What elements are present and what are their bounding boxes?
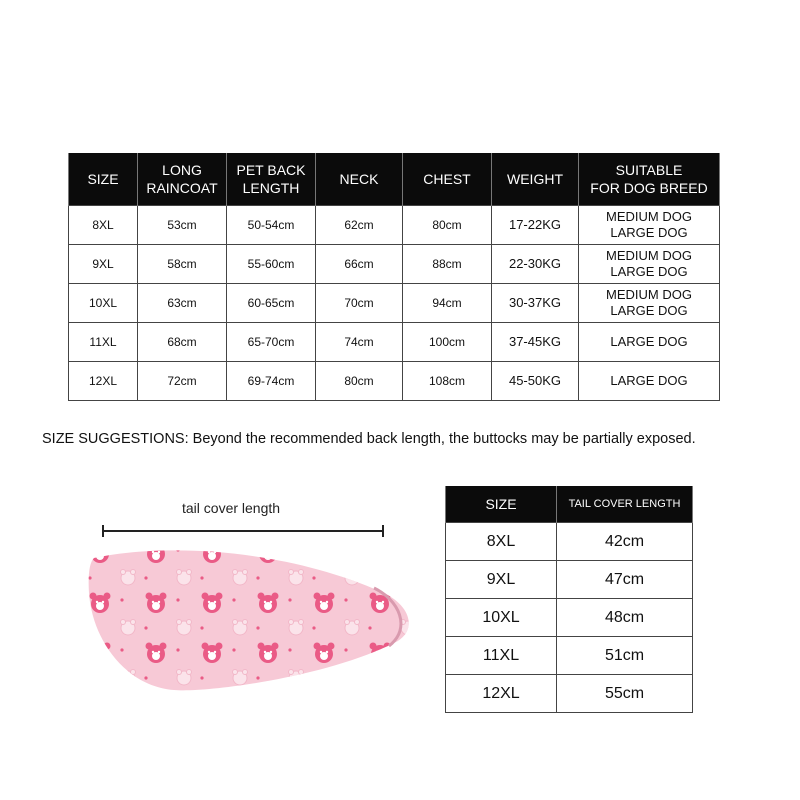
cell-long-raincoat: 53cm [138,206,227,245]
cell-chest: 108cm [403,362,492,401]
cell-size: 12XL [446,675,557,713]
cell-tail-length: 47cm [557,561,693,599]
cell-back-length: 60-65cm [227,284,316,323]
table-row [446,523,693,561]
table-row [69,245,720,284]
cell-size: 11XL [69,323,138,362]
header-size: SIZE [69,153,138,206]
cell-chest: 80cm [403,206,492,245]
size-chart-table [68,153,720,401]
cell-size: 8XL [446,523,557,561]
cell-neck: 70cm [316,284,403,323]
cell-weight: 30-37KG [492,284,579,323]
cell-chest: 94cm [403,284,492,323]
tail-table-header-row [446,486,693,523]
bear-print-pattern [89,550,409,690]
cell-tail-length: 42cm [557,523,693,561]
cell-weight: 37-45KG [492,323,579,362]
cell-long-raincoat: 72cm [138,362,227,401]
header-long-raincoat: LONG RAINCOAT [138,153,227,206]
cell-neck: 66cm [316,245,403,284]
cell-size: 9XL [446,561,557,599]
cell-breed: MEDIUM DOG LARGE DOG [579,245,720,284]
cell-neck: 62cm [316,206,403,245]
cell-long-raincoat: 63cm [138,284,227,323]
cell-weight: 22-30KG [492,245,579,284]
cell-size: 12XL [69,362,138,401]
cell-back-length: 69-74cm [227,362,316,401]
table-row [69,284,720,323]
cell-size: 11XL [446,637,557,675]
cell-tail-length: 48cm [557,599,693,637]
header-pet-back-length: PET BACK LENGTH [227,153,316,206]
cell-back-length: 50-54cm [227,206,316,245]
cell-size: 10XL [446,599,557,637]
cell-size: 10XL [69,284,138,323]
header-neck: NECK [316,153,403,206]
cell-neck: 74cm [316,323,403,362]
measurement-line [102,530,384,532]
header-chest: CHEST [403,153,492,206]
cell-breed: MEDIUM DOG LARGE DOG [579,284,720,323]
table-row [446,599,693,637]
size-suggestions-note: SIZE SUGGESTIONS: Beyond the recommended back length, the buttocks may be partially exposed. [42,431,696,447]
cell-back-length: 65-70cm [227,323,316,362]
cell-size: 8XL [69,206,138,245]
tail-cover-image [84,538,424,698]
cell-breed: LARGE DOG [579,362,720,401]
table-row [69,323,720,362]
table-row [446,675,693,713]
cell-size: 9XL [69,245,138,284]
cell-tail-length: 51cm [557,637,693,675]
tail-cover-length-label: tail cover length [182,500,281,516]
cell-chest: 88cm [403,245,492,284]
cell-breed: LARGE DOG [579,323,720,362]
table-row [446,561,693,599]
header-suitable-breed: SUITABLE FOR DOG BREED [579,153,720,206]
cell-long-raincoat: 68cm [138,323,227,362]
table-row [69,362,720,401]
cell-back-length: 55-60cm [227,245,316,284]
cell-neck: 80cm [316,362,403,401]
cell-breed: MEDIUM DOG LARGE DOG [579,206,720,245]
cell-long-raincoat: 58cm [138,245,227,284]
tail-cover-table [445,486,693,713]
table-row [69,206,720,245]
table-row [446,637,693,675]
header-tail-cover-length: TAIL COVER LENGTH [557,486,693,523]
header-size: SIZE [446,486,557,523]
cell-tail-length: 55cm [557,675,693,713]
cell-chest: 100cm [403,323,492,362]
size-chart-header-row [69,153,720,206]
header-weight: WEIGHT [492,153,579,206]
cell-weight: 45-50KG [492,362,579,401]
cell-weight: 17-22KG [492,206,579,245]
